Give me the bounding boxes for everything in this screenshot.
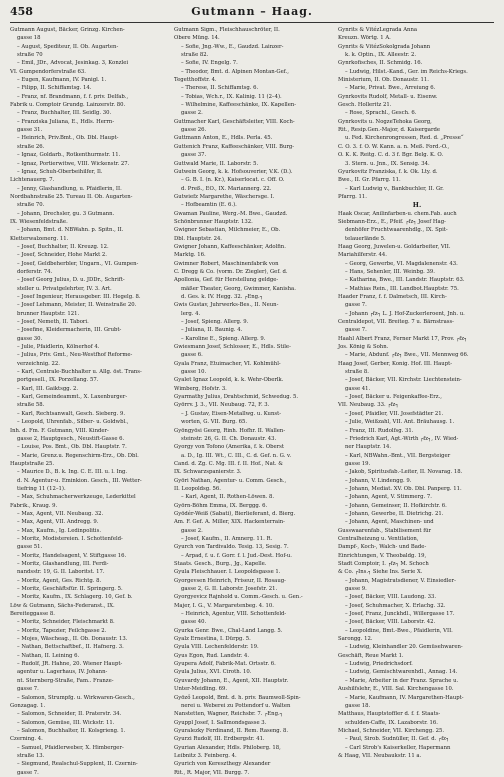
directory-entry-line: dorferstr. 74. (17, 268, 53, 275)
directory-entry-line: Gwimner Robert, Maschinenfabrik von (174, 260, 279, 267)
directory-entry-line: Geschäft, Reue Markt 1. (338, 652, 404, 659)
directory-entry-line: Gyuvardy Johann, E., Agent, XII. Hauptstr. (174, 677, 289, 684)
directory-entry-line: – Tobias, Wch.r., IX. Kalinig. 11 (2–4). (181, 93, 282, 100)
directory-entry-line: Guttmacher Karl, Geschäftsleiter, VIII. Koch- (174, 118, 295, 125)
directory-entry-line: straße 8. (345, 369, 369, 376)
directory-entry-line: nt. Sternberg-Straße, Fam.. Franze- (17, 677, 114, 684)
directory-entry-line: – Hofbeamtin (E. 6.). (181, 202, 237, 209)
directory-entry-line: Jos. König & Sohn. (338, 344, 389, 351)
directory-entry-line: Fabrik., Kraug. 9. (10, 502, 58, 509)
directory-entry-line: & Co. ┌Ins.┐ Siehe Ins. Serie X. (338, 569, 423, 576)
directory-entry-line: – Hans, Sehenler, III. Weinbg. 39. (345, 268, 435, 275)
directory-entry-line: Dampf-, Koch-, Walch- und Bade- (338, 544, 427, 551)
directory-entry-line: Gyuppl Josef, I. Sallmondsgasse 3. (174, 719, 267, 726)
directory-entry-line: Haahl Albert Franz, Ferner Markt 17, Prov. ┌fz┐ (338, 335, 468, 342)
directory-entry-line: – Juliana, II. Baunig. 4. (181, 327, 243, 334)
directory-entry-line: Gusswaarenfab., Stabilisement für (338, 527, 432, 534)
directory-entry-line: Gyödér-Weiß (Sabati), Bierlieferant, d. Bierg. (174, 510, 296, 517)
directory-entry-line: Gyurian Alexander, Hdls. Philoberg. 18, (174, 744, 281, 751)
directory-entry-line: – Filipp, II. Schiffamtsg. 14. (17, 85, 92, 92)
directory-entry-line: Gyarmathy Julius, Drahtschmid, Schwedug. 5. (174, 394, 299, 401)
directory-entry-line: tiefring 11 (12–1). (17, 485, 66, 492)
directory-entry-line: – Marie, Kaufmann, IV. Margarethen-Haupt- (345, 694, 464, 701)
directory-entry-line: – Ignaz, Schuh-Oberbeihilfer, Il. (17, 168, 103, 175)
directory-entry-line: Löw & Gutmann, Sächs-Federanst., IX. (10, 602, 115, 609)
directory-entry-line: H. (412, 201, 422, 210)
directory-entry-line: ner Hauptstr. 14. (345, 444, 392, 451)
directory-entry-line: Nordbahnstraße 25. Tureau II. Ob. Augarten- (10, 193, 133, 200)
directory-entry-line: – Josef, Nemeth, II. Tabori. (17, 319, 89, 326)
directory-entry-line: Bereiteggasse 8. (10, 611, 55, 618)
directory-entry-line: gasse 7. (17, 686, 39, 693)
column-left (10, 26, 168, 776)
directory-entry-line: – Nathan, Bettschaftbef., II. Hafnerg. 3. (17, 644, 124, 651)
directory-entry-line: lerg. 4. (181, 310, 201, 317)
directory-entry-line: steinstr. 26, G. II. Ch. Donaustr. 43. (181, 435, 277, 442)
directory-entry-line: – Katharina, Bwe., III. Landstr. Hauptstr. 63. (345, 277, 465, 284)
directory-entry-line: brunner Hauptstr. 121. (17, 310, 80, 317)
directory-entry-line: agentur u. Lagerhaus, IV. Johann- (17, 669, 108, 676)
directory-entry-line: Dbl. Hauptstr. 24. (174, 235, 222, 242)
directory-entry-line: O. K. K. Reitg. C. d. 3 f. Bgr. Belg. K. O. (338, 152, 444, 159)
directory-entry-line: gasse 26. (181, 127, 207, 134)
directory-entry-line: – Karl, Gemeindeammt., X. Laxenburger- (17, 394, 128, 401)
directory-entry-line: – Moritz, Tapezier, Feilchgasse 2. (17, 627, 107, 634)
directory-entry-line: Gyuralezky Ferdinand, II. Rem. Raseng. 8. (174, 727, 289, 734)
directory-entry-line: – Karl, Rechtsanwalt, Gesch. Sieberg. 9. (17, 410, 125, 417)
directory-entry-line: Centralheizung u. Ventilation, (338, 535, 419, 542)
directory-entry-line: – Max, Agent, VII. Andregg. 9. (17, 519, 99, 526)
directory-entry-line: Gynrits & VitézLegrada Anna (338, 27, 418, 33)
directory-entry-line: gasse 6. (181, 352, 203, 359)
directory-entry-line: – Julie, Pfaidlerin, Kölnerhof 4. (17, 344, 100, 351)
directory-entry-line: – Max, Schuhmacherwerkzeuge, Lederkittel (17, 494, 136, 501)
directory-entry-line: – Josef, Schneider, Hohe Markt 2. (17, 252, 107, 259)
page-title: Gutmann – Haag. (191, 5, 313, 18)
directory-entry-line: Gyöző Leopold, Bmt. d. h. priv. Baumwoll-Spin- (174, 694, 301, 701)
directory-entry-line: straße 70 (17, 52, 43, 59)
directory-entry-line: – Josef Georg Julius, D. u. JDDr., Schrift- (17, 277, 125, 284)
directory-entry-line: steller u. Privatgelehrter, IV. 3. Art. (17, 285, 112, 292)
directory-entry-line: – Josef, Schuhmacher, X. Erlachg. 32. (345, 602, 446, 609)
directory-entry-line: – Johann, Agent, Maschinen- und (345, 519, 434, 526)
directory-entry-line: – Carl Strob's Kaiserkeller, Hapermann (345, 744, 451, 751)
directory-entry-line: Gyurich von Kereszthegy Alexander (174, 761, 271, 768)
directory-entry-line: – Salomon, Gemüse, III. Wickstr. 11. (17, 719, 115, 726)
directory-entry-line: – Moritz, Schneider, Fleischmarkt 8. (17, 619, 115, 626)
directory-entry-line: Gwiesmann Josef, Schlosser, E., Hdls. Stile- (174, 344, 291, 351)
directory-entry-line: – Nathan, II. Leining 6. (17, 652, 80, 659)
directory-entry-line: Gyula Julius, XVI. Ciroth. 10. (174, 669, 252, 676)
directory-entry-line: – Marie, Abdunf. ┌fz┐ Bwe., VII. Mennweg 66. (345, 352, 469, 359)
directory-entry-line: – Siegmund, Realschul-Supplent, II. Czernin- (17, 761, 138, 768)
directory-entry-line: – Karl Ludwig v., Bankbuchler, II. Gr. (345, 185, 444, 192)
directory-entry-line: – Josef, Pfaidler, VII. Josefstädter 21. (345, 410, 444, 417)
directory-entry-line: – Maurice D., B. k. Ing. C. E. III. u. l. Ing. (17, 469, 128, 476)
directory-entry-line: Wimberg, Hofstr. 3. (174, 385, 227, 392)
directory-entry-line: Bwe., II. Gr. Pfarrg. 11. (338, 177, 401, 184)
directory-entry-line: Györrv. J. 3., VII. Neubaug. 72, F. 3. (174, 402, 270, 409)
directory-entry-line: Gutwiefz Margarethe, Wäschersge. I. (174, 193, 275, 200)
directory-entry-line: – Theodor, Bmt. d. Alpinen Montan-Gef., (181, 68, 289, 75)
directory-entry-line: gasse 40. (181, 619, 207, 626)
directory-entry-line: gasse 7. (17, 769, 39, 776)
directory-entry-line: Michael, Schneider, VII. Kirchengg. 25. (338, 727, 444, 734)
directory-entry-line: Gwigner Johann, Kaffeeschänker, Adolfin. (174, 243, 286, 250)
directory-entry-line: gasse 10. (181, 369, 207, 376)
directory-entry-line: – Moritz, Modistereien. I. Schottenfeld- (17, 535, 123, 542)
directory-entry-line: Guttwald Marie, II. Laborstr. 5. (174, 160, 259, 167)
directory-entry-line: nerei u. Weberei zu Pottendorf u. Walten (181, 702, 291, 709)
directory-entry-line: – Josef, Geldbeherbler, Ungarn., VI. Gumpen- (17, 260, 139, 267)
directory-entry-line: nandsstr. 19, G. II. Laboritst. 17. (17, 569, 105, 576)
directory-entry-line: Einrichtungen, V. Theobaldg. 19, (338, 552, 427, 559)
directory-entry-line: d. Preß., EO., IX. Mariannerg. 22. (181, 185, 272, 192)
directory-entry-line: – Arpad, f. u. f. Gorr. f. l. Jud.-Dest. Hof-u. (181, 552, 292, 559)
columns (10, 26, 496, 776)
directory-entry-line: Gyorgyevicz Rajnhold u. Comm.-Gesch. u. Gen.- (174, 594, 303, 601)
directory-entry-line: – Friedrich Karl, Agt.-Wirth ┌fz┐, IV. Wied- (345, 435, 459, 442)
directory-entry-line: – Jakob, Spiritusfab.-Leiter, II. Novarag. 18. (345, 469, 463, 476)
directory-entry-line: Cand. d. Zg. C. Mg. III. f. II. Hof., Nat. & (174, 460, 283, 467)
directory-entry-line: worten, G. VII. Burg. 65. (181, 419, 248, 426)
directory-entry-line: Siebmann-Erz., E., Pfeif. ┌fz┐ Josef Hag- (338, 218, 446, 225)
directory-entry-line: – Sofie, IV. Engelg. 7. (181, 60, 238, 67)
directory-entry-line: Schönbrunner Hauptstr. 132. (174, 218, 253, 225)
directory-entry-line: – Johann, Magistratsdiener, V. Einsiedler- (345, 577, 456, 584)
directory-entry-line: Györn-Böhm Emma, IX. Berggg. 6. (174, 502, 268, 509)
directory-entry-line: Staats. Gesch., Burg., Jg., Kapelle. (174, 561, 267, 567)
directory-entry-line: VII. Neubaug. 33. ┌fz┐ (338, 402, 399, 409)
directory-entry-line: Unter-Meidling. 69. (174, 686, 228, 693)
directory-entry-line: – Ignaz, Goldarb., Rotkenthurmstr. 11. (17, 152, 121, 159)
column-middle (174, 26, 332, 776)
directory-entry-line: – Heinrich, Agentur, VIII. Schottenfeld- (181, 611, 287, 618)
directory-entry-line: Haak Oscar, Anilinfarben-u. chem.Fab. auch (338, 210, 457, 217)
directory-entry-line: – Johann, V. Lindengg. 9. (345, 477, 412, 484)
directory-entry-line: Mariahilferstr. 44. (338, 252, 387, 259)
directory-entry-line: – Karoline E., Spieng. Allerg. 9. (181, 335, 266, 342)
directory-entry-line: straße 82. (181, 52, 209, 59)
directory-entry-line: VI. Gumpendorferstraße 63. (10, 68, 86, 75)
directory-entry-line: denhöfer Fruchtwaarenhdlg., IX. Spit- (345, 227, 448, 234)
directory-entry-line: – Franz, III. Rudolfsg. 31. (345, 427, 414, 434)
directory-entry-line: Kreuzn. Wörtg. 1 A. (338, 35, 391, 42)
directory-entry-line: Rit., Resip.Gen.-Major, d. Kaisergarde (338, 127, 441, 134)
directory-entry-line: Hauptstraße 25. (10, 460, 55, 467)
directory-entry-line: – Heinrich, Priv.Bmt., Ob. Dbl. Haupt- (17, 135, 119, 142)
directory-entry-line: gasse 18 (17, 35, 41, 42)
directory-entry-line: Rit., R. Major, VII. Burgg. 7. (174, 769, 250, 776)
directory-entry-line: – Wilhelmine, Kaffeeschänke, IX. Kapellen- (181, 102, 297, 109)
directory-entry-line: Gutwein Georg, k. k. Hofsouverier, V.K. (D.). (174, 168, 293, 175)
directory-entry-line: Stadt Comptoir, I. ┌fz┐ M. Schoch (338, 561, 429, 567)
directory-entry-line: Gyus Egon, Rud. Landstr. 4. (174, 652, 250, 659)
directory-entry-line: d. Ges. k. IV. Hegg. 32. ┌Eng.┐ (181, 294, 263, 300)
directory-entry-line: Lichtenauerg. 7. (10, 177, 55, 184)
directory-entry-line: – Karl, III. Gaiktsgg. 2. (17, 385, 79, 392)
directory-entry-line: telauerlände 5. (345, 235, 386, 242)
directory-entry-line: Pfarrg. 11. (338, 193, 367, 200)
directory-entry-line: – Karl, Centrale-Buchhalter u. Allg. öst. Trans- (17, 369, 142, 376)
directory-entry-line: Gyupera Adolf, Fabrik-Mat. Ortsstr. 6. (174, 661, 276, 668)
directory-entry-line: – Josefine, Kleidermacherin, III. Grubt- (17, 327, 122, 334)
directory-entry-line: Tegetthoffstr. 4. (174, 77, 217, 84)
directory-entry-line: gasse 7. (345, 302, 367, 309)
directory-entry-line: Obere Müng. 14. (174, 35, 220, 42)
directory-entry-line: schulden-Caffe, IX. Lazaborstr. 16. (345, 719, 438, 726)
directory-entry-line: straße 70. (17, 202, 45, 209)
directory-entry-line: Gyorgevsen Heinrich, Friseur, II. Rosaug- (174, 577, 286, 584)
directory-entry-line: Gyala Franz, Etuimacher, VI. Kohlmühl- (174, 360, 281, 367)
directory-entry-line: – Moritz, Kaufm., IX. Schlagerg. 10, Gef. b. (17, 594, 133, 601)
directory-entry-line: – Rose, Sprachl., Gesch. 6. (345, 110, 417, 117)
directory-entry-line: – Marie, Privat. Bwe., Arreiung 6. (345, 85, 436, 92)
directory-entry-line: k. k. Optin., IX. Alleestr. 2. (345, 52, 417, 59)
directory-entry-line: Majer, I. G., V. Margaretenbeg. 4. 10. (174, 602, 274, 609)
directory-entry-line: – Johann, Agent, V. Stimmerg. 7. (345, 494, 432, 501)
directory-entry-line: Haag Georg, Juwelen-u. Goldarbeiter, VII. (338, 243, 451, 250)
directory-entry-line: Gwigner Sebastian, Milchmeier, E., Ob. (174, 227, 281, 234)
directory-entry-line: – Rudolf, JR. Hahne, 20. Wiener Haupt- (17, 661, 123, 668)
directory-entry-line: – Moritz, Geschäftsfür. II. Springerg. 5. (17, 586, 123, 593)
directory-entry-line: straße 58. (17, 402, 45, 409)
page-number: 458 (10, 5, 33, 18)
directory-entry-line: Gyurka Genr. Bwe., Chal-Land Langg. 5. (174, 627, 283, 634)
directory-entry-line: – Sofie, Jng.-Ww., E., Gaudzd. Lainzer- (181, 43, 284, 50)
directory-entry-line: Gyorgy von Tofono (Amerika, f. k. Oberst (174, 444, 285, 451)
directory-entry-line: gasse 18. (345, 702, 371, 709)
directory-entry-line: Marktg. 16. (174, 252, 206, 259)
directory-entry-line: – Josef, Spieng. Allerg. 9. (181, 319, 249, 326)
directory-entry-line: – Johann, Gewerbe, II. Dietrichg. 21. (345, 510, 444, 517)
directory-entry-line: straße 13. (17, 752, 45, 759)
directory-entry-line: Gyula VIII. Lechenfelderstr. 19. (174, 644, 259, 651)
directory-entry-line: gasse 31. (17, 127, 43, 134)
directory-entry-line: gasse 51. (17, 544, 43, 551)
directory-entry-line: – Josef, Buchhalter, II. Kreuzg. 12. (17, 243, 109, 250)
directory-entry-line: gasse 30. (17, 335, 43, 342)
directory-entry-line: – Samuel, Pfaidlerweber, X. Himberger- (17, 744, 124, 751)
directory-entry-line: – August, Spediteur, II. Ob. Augarten- (17, 43, 119, 50)
directory-entry-line: Guttenich Franz, Kaffeeschänker, VIII. Burg- (174, 143, 295, 150)
directory-entry-line: – Ignaz, Portierwitwe, VIII. Wickenstr. 27. (17, 160, 130, 167)
directory-entry-line: d. N. Agentur-u. Eminkion. Gesch., III. Wetter- (17, 477, 142, 484)
directory-entry-line: Inh. d. Fm. F. Gutmann, VIII. Kinder- (10, 427, 109, 434)
directory-entry-line: – Josef, Bäcker, VII. Kirchstr. Liechtenstein- (345, 377, 462, 384)
directory-entry-line: Gyula Fleischhauer. I. Leopoldsgasse 1. (174, 569, 281, 576)
directory-entry-line: – Salomon, Buchhalter, II. Kolsgrieng. 1. (17, 727, 126, 734)
directory-entry-line: & Haag, VII. Neubaukstr. 11 a. (338, 752, 422, 759)
directory-entry-line: Centraldepot, VII. Breiteg. 7 u. Bärnstrass- (338, 319, 454, 326)
directory-entry-line: IX. Schwarzspanierstr. 3. (174, 469, 242, 476)
directory-entry-line: – J. Gustav, Eisen-Metallwg. u. Kunst- (181, 410, 282, 417)
directory-entry-line: gasse 41. (345, 385, 371, 392)
directory-entry-line: – Ludwig, Priedrichsdorf. (345, 661, 413, 668)
directory-entry-line: a. D., Ig. III. Wt., C. III., C. d. Gef. n. G. v. (181, 452, 292, 459)
directory-entry-line: Gynrkovits u. NogzeTehoka Georg, (338, 118, 432, 125)
directory-entry-line: gasse 19. (345, 460, 371, 467)
directory-entry-line: Gyurkovitz Franziska, f. k. Ok. Lty. d. (338, 168, 438, 175)
directory-entry-line: Leibnitz 3. Feinberg. 4. (174, 752, 237, 759)
directory-entry-line: Ministerium, II. Ob. Donaustr. 11. (338, 77, 429, 84)
directory-entry-line: portgesell., IX. Porzellang. 57. (17, 377, 99, 384)
header-rule (10, 22, 494, 23)
directory-entry-line: – Eugen, Kaufmann, IV. Panigl. 1. (17, 77, 107, 84)
directory-entry-line: Sarongg. 12. (338, 636, 373, 643)
directory-entry-line: – Louise, Pos. Bmt., Ob. Dbl. Hauptstr. 7. (17, 444, 127, 451)
directory-entry-line: gasse 2, G. II. Laborstr. Josefstr. 21. (181, 586, 278, 593)
directory-entry-line: gasse 2. (181, 110, 203, 117)
directory-entry-line: – Johann, Mediat. XV. Ob. Dbl. Panperg. 11. (345, 485, 462, 492)
directory-entry-line: – Julius, Priv. Gmt., Neu-Westfhof Reforme- (17, 352, 133, 359)
directory-entry-line: – Josef, Bäcker u. Feigenkaffee-Erz., (345, 394, 442, 401)
directory-entry-line: – Salomon, Schneider, II. Praterstr. 34. (17, 711, 122, 718)
directory-entry-line: Aushilfslehr, E., VIII. Sal. Kirchengasse 10. (338, 686, 454, 693)
directory-entry-line: Kletterwalzenerg. 11. (10, 235, 69, 242)
directory-entry-line: Gynrkofisches, II. Schmidg. 16. (338, 60, 423, 67)
directory-entry-line: Gynrkovits Rudolf, Metall- u. Eisenw. (338, 93, 438, 100)
directory-entry-line: – Leopold, Uhrenfab., Silber- u. Goldwbl., (17, 419, 129, 426)
directory-entry-line: mäßer Theater, Georg, Gwimmer, Kanisha. (181, 285, 296, 292)
directory-entry-line: Matthaus, Hauptstoffler d. f. f. Staats- (338, 711, 441, 718)
directory-entry-line: – Georg, Gewerbe, VI. Magdalenenstr. 43. (345, 260, 458, 267)
directory-entry-line: verzeichnig. 22. (17, 360, 60, 367)
directory-entry-line: – Johann, Drechsler, gu. 3 Gutmann. (17, 210, 115, 217)
directory-entry-line: – Marie, Grenz.u. Regenschirm-Erz., Ob. Dbl. (17, 452, 139, 459)
directory-entry-line: – Moritz, Agent, Ges. Richtg. 8. (17, 577, 102, 584)
directory-entry-line: gasse 7. (345, 327, 367, 334)
directory-entry-line: Haag Josef, Gerber, Konig. Hof. III. Haupt- (338, 360, 453, 367)
directory-entry-line: gasse 9. (345, 586, 367, 593)
directory-entry-line: Gyurch von Tardivaldo. Tesig. 13, Sesig. 7. (174, 544, 289, 551)
directory-entry-line: – Moritz, Glashandlung, III. Ferdi- (17, 561, 109, 567)
directory-entry-line: – Ludwig, Kleinhandler 20. Gemüsehwaren- (345, 644, 463, 651)
directory-entry-line: Gesch. Holleritz 21. (338, 102, 392, 109)
directory-entry-line: Gyalet Ignaz Leopold, k. k. Wehr-Oberlk. (174, 377, 284, 384)
directory-entry-line: – Mojes, Wäscheag., II. Ob. Donaustr. 13. (17, 636, 128, 643)
directory-entry-line: – Salomon, Strumpfg. u. Wirkwaren-Gesch., (17, 694, 135, 701)
page-header (10, 5, 494, 21)
directory-entry-line: – G. B. I. (n. Kr.), Kaiserlocat. c. Off. O. (181, 177, 285, 184)
directory-entry-line: – Josef, Franz, Junckhdl., Willergasse 17. (345, 611, 455, 618)
directory-entry-line: – Max, Kaufm., Ig. Ledinpolitis. (17, 527, 102, 534)
directory-entry-line: IX. Wiesenfeldstraße. (10, 218, 68, 225)
directory-entry-line: Gynrits & VitézSokolgrada Johann (338, 43, 431, 50)
directory-entry-line: – Marie, Arbeiter in der Franz. Sprache u. (345, 677, 459, 684)
directory-entry-line: – Franz, nf. Brandmann, f. f. priv. Delfab., (17, 93, 129, 100)
directory-entry-line: – Paul, Sirob. Sudnüller, II. Gef. d. ┌fz┐ (345, 736, 450, 743)
directory-entry-line: – Emil, JDr., Advocat, Jesinkag. 3, Konzlei (17, 60, 129, 67)
directory-entry-line: gasse 2. (181, 527, 203, 534)
directory-entry-line: Gutmann August, Bäcker, Grinzg. Kirchen- (10, 27, 125, 33)
directory-entry-line: – Josef Ingenieur, Herausgeber. III. Hegelg. 8. (17, 294, 141, 300)
directory-entry-line: Gutmann Sigm., Fleischhauschröter, II. (174, 27, 280, 33)
directory-entry-line: – Ludwig, Gemischtwarenhdl., Annag. 14. (345, 669, 458, 676)
directory-entry-line: u. Fed. Kirchenrongressen, Red. d. „Presse“ (345, 135, 464, 142)
directory-entry-line: – Josef, Bäcker, VIII. Laborstr. 42. (345, 619, 436, 626)
directory-entry-line: – Josef Lehmann, Meister, II. Weinstraße 20. (17, 302, 137, 309)
directory-entry-line: Nanstetten, Wagner, Reichsbr. 7. ┌Eng.┐ (174, 711, 283, 718)
column-right (338, 26, 496, 759)
directory-entry-line: Gyöngyösi Georg, Rinh. Hofhr. II. Wallen- (174, 427, 286, 434)
directory-entry-line: – Julie, Weißzahl, VII. Ant. Bräuhausg. 1. (345, 419, 455, 426)
directory-entry-line: gasse 2, Hauptgesch., Neustift-Gasse 6. (17, 435, 125, 442)
directory-entry-line: – Jenny, Glashandlung, u. Pfaidlerin, II. (17, 185, 122, 192)
directory-entry-line: Gyurzi Rudolf, III. Erdbergstr. 41. (174, 736, 265, 743)
directory-entry-line: – Therese, II. Schiffamtsg. 6. (181, 85, 259, 92)
directory-entry-line: Haader Franz, f. f. Dalmetsch, III. Kirch- (338, 294, 447, 300)
directory-entry-line: Gwis Gustav, Juhrwerks-Bes., II. Neun- (174, 302, 279, 309)
directory-entry-line: Apollonia, Gef. für Herstellung geldge- (174, 277, 279, 284)
directory-entry-line: gasse 37. (181, 152, 207, 159)
directory-entry-line: straße 26. (17, 143, 45, 150)
directory-entry-line: Gwaman Pauline, Werg.-M. Bwe., Gaudzd. (174, 210, 288, 217)
directory-entry-line: II. Leopoldsg. 56. (174, 485, 221, 492)
directory-entry-line: – Leopoldine, Bmt.-Bwe., Pfaidlerin, VII. (345, 627, 453, 634)
directory-entry-line: – Johann, Gemeinser, II. Hofkirchtr. 6. (345, 502, 447, 509)
directory-entry-line: Guttmann Anton, E., Hdls. Perla. 45. (174, 135, 273, 142)
directory-entry-line: Am. F. Gef. A. Miller, XIX. Hackenterrain- (174, 519, 285, 526)
directory-entry-line: – Mathias Rein., III. Landbot.Hauptstr. 75. (345, 285, 459, 292)
directory-entry-line: – Josef, Bäcker, VIII. Laudong. 33. (345, 594, 437, 601)
directory-entry-line: Czerning. 4. (10, 736, 43, 743)
directory-entry-line: – Karl, NBWahn.-Bmt., VII. Bergsteiger (345, 452, 451, 459)
directory-entry-line: – Johann, Bmt. d. NBWahn. p. Spitn., II. (17, 227, 124, 234)
directory-entry-line: C. Dregg & Co. (vorm. Dr. Ziegler), Gef. d. (174, 268, 288, 275)
directory-entry-line: C. O. 3. f. O. W. Kann. a. n. Meß. Ford.-O., (338, 143, 450, 150)
directory-entry-line: Gyalz Ernestina, I. Dürpg. 5. (174, 636, 251, 643)
directory-entry-line: – Josef, Kaufm., II. Amnerg. 11. R. (181, 535, 273, 542)
directory-entry-line: Györi Nathan, Agentur- u. Comm. Gesch., (174, 477, 287, 484)
directory-entry-line: – Johann ┌fz┐ L. J. Hof-Zuckerleroent, Jnh. u. (345, 310, 465, 317)
directory-entry-line: – Ludwig, Hilst.-Kand., Ger. im Reichs-Kriegs. (345, 68, 468, 75)
directory-entry-line: 3. Stern. u. Jnn., IX. Sensig. 34. (345, 160, 430, 167)
directory-entry-line: – Franz, Buchhalter, III. Seidlg. 30. (17, 110, 112, 117)
directory-entry-line: Gonzagag. 1. (10, 702, 46, 709)
directory-entry-line: – Franziska Juliana, E., Hdls. Herrn- (17, 118, 115, 125)
directory-entry-line: Fabrik u. Comptoir Grundg. Lainzerstr. 80. (10, 102, 126, 109)
directory-entry-line: – Moritz, Handelsagent, V. Stiftgasse 16. (17, 552, 127, 559)
directory-entry-line: – Max, Agent, VII. Neubaug. 32. (17, 510, 104, 517)
directory-entry-line: – Karl, Agent, II. Rothen-Löwen. 8. (181, 494, 275, 501)
